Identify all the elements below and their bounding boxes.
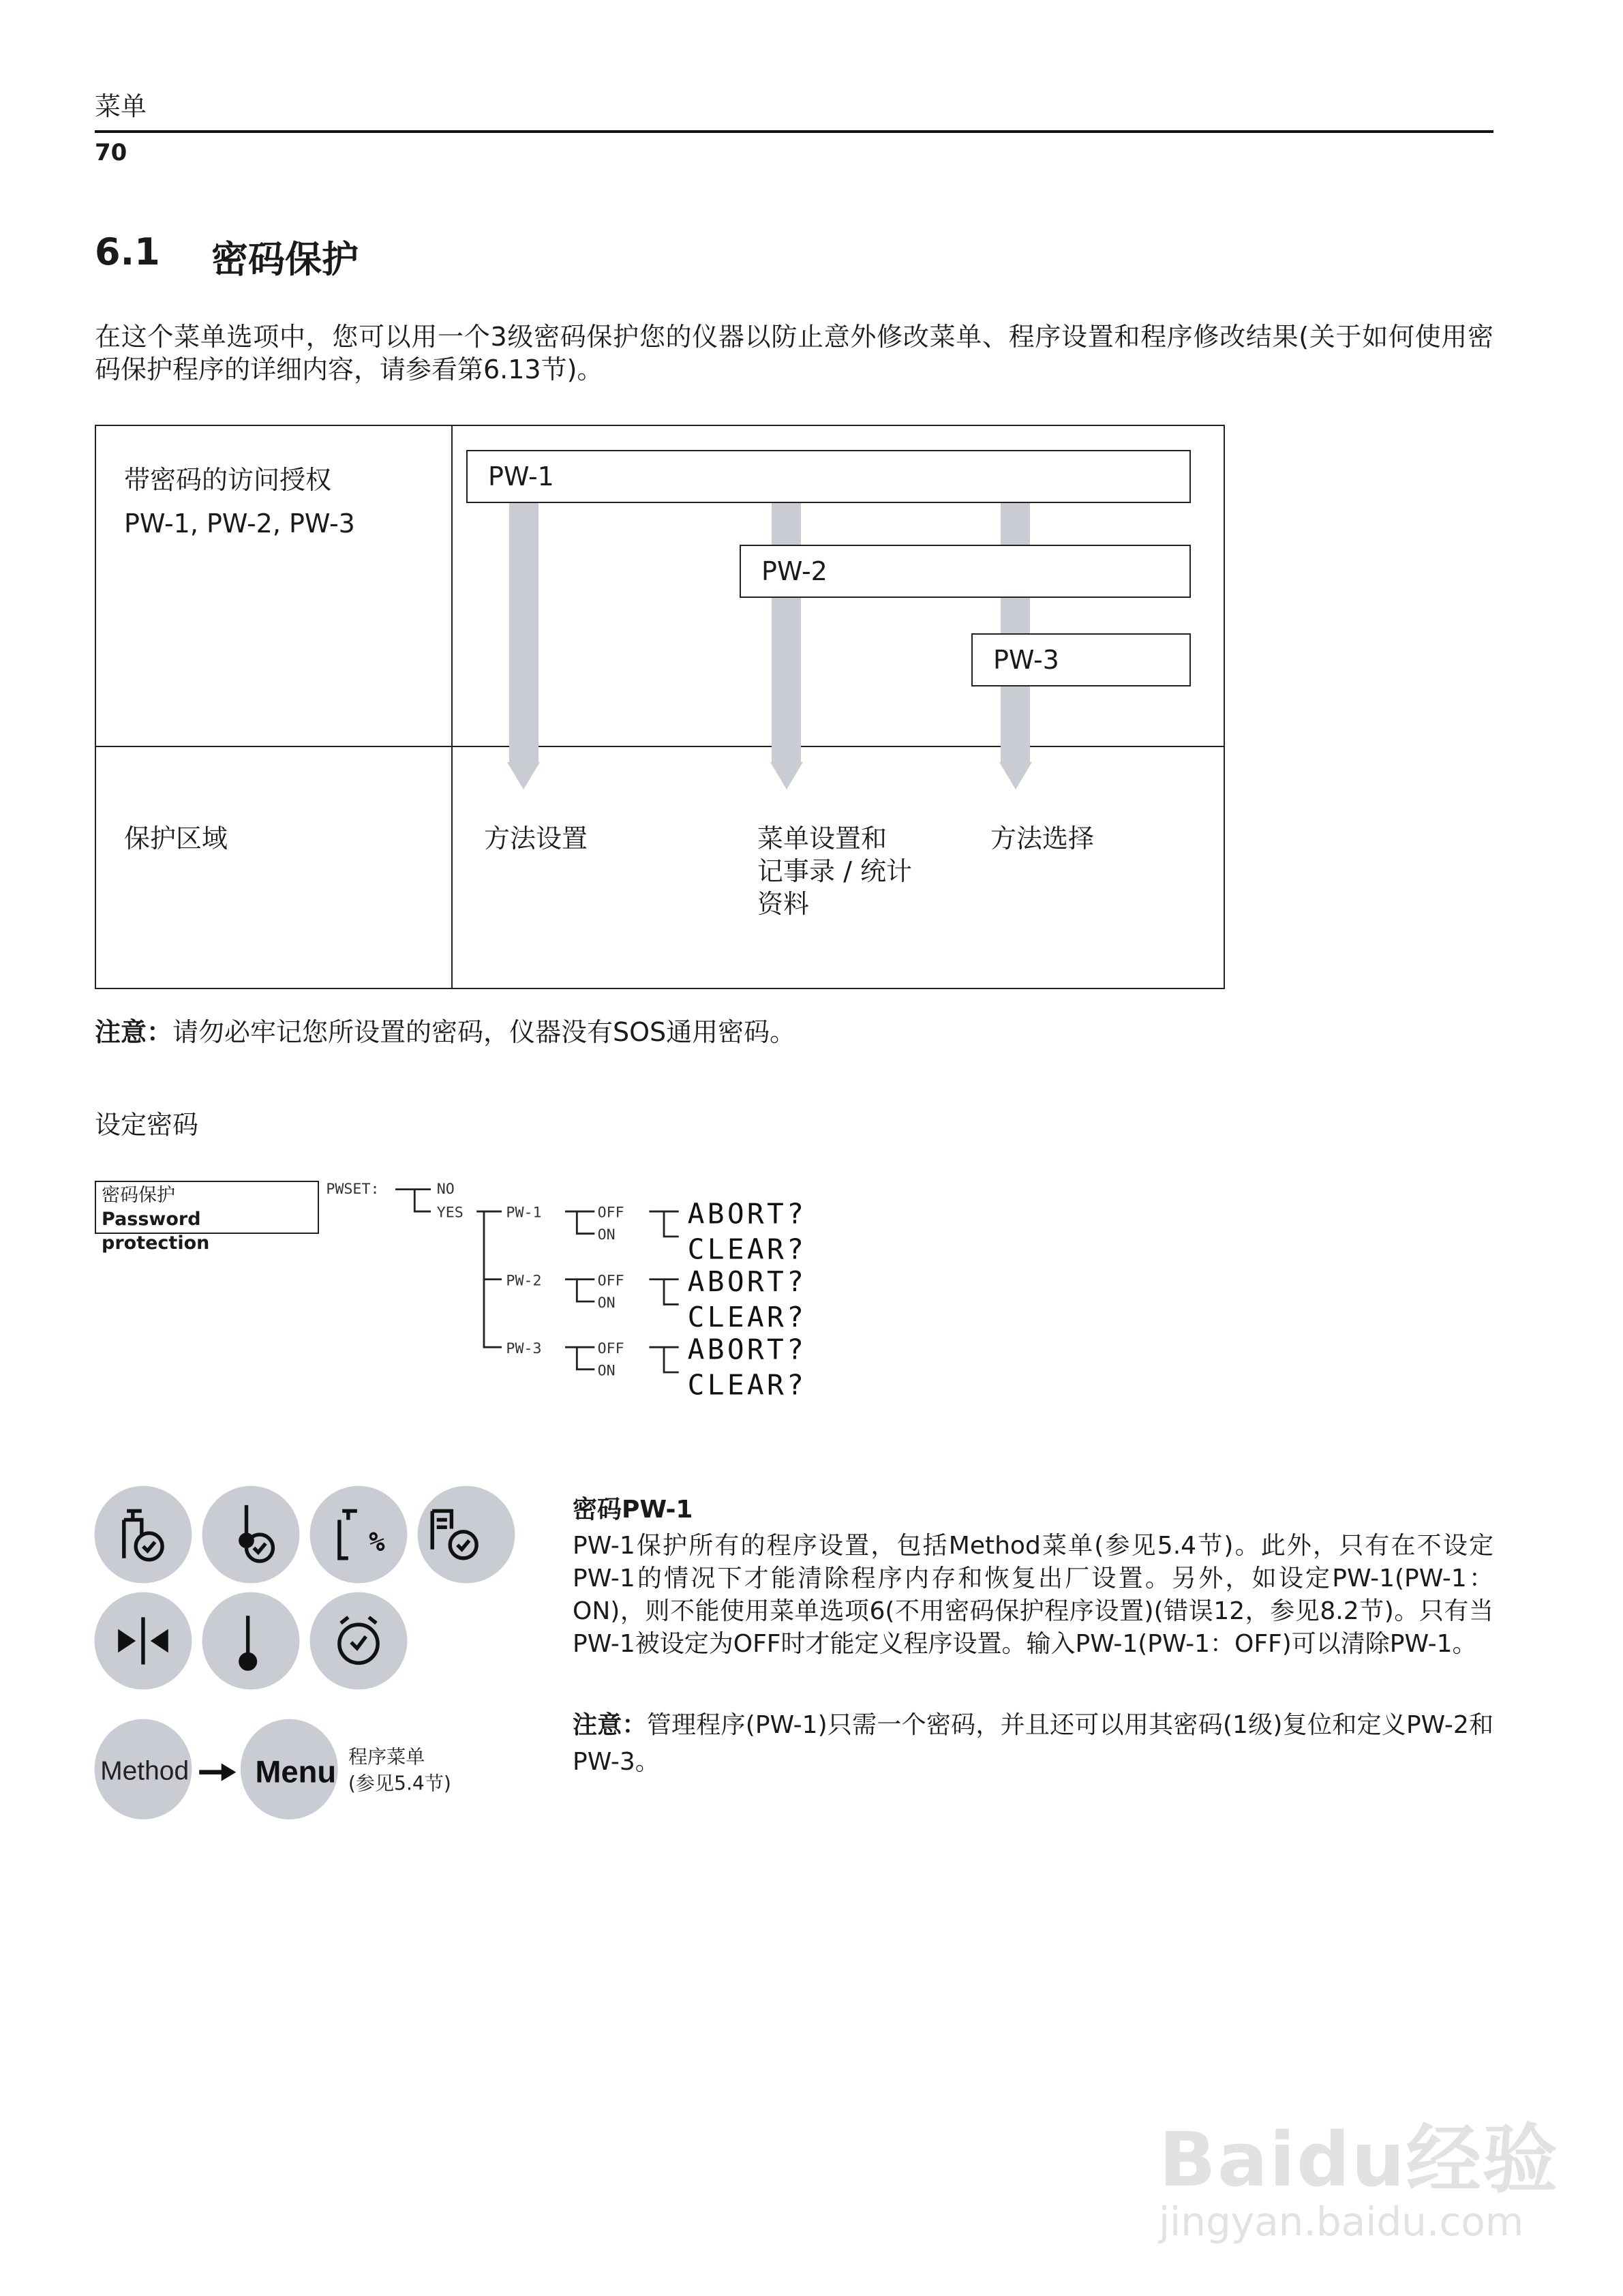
tree-line bbox=[476, 1211, 502, 1347]
thermometer-icon bbox=[202, 1592, 300, 1690]
set-password-title: 设定密码 bbox=[95, 1110, 199, 1140]
tree-pw3-abort: ABORT? bbox=[687, 1333, 807, 1366]
tree-pw2-on: ON bbox=[597, 1294, 616, 1312]
tree-pw2-abort: ABORT? bbox=[687, 1265, 807, 1298]
note-text: 请勿必牢记您所设置的密码，仪器没有SOS通用密码。 bbox=[172, 1017, 796, 1047]
tree-pw1-off: OFF bbox=[597, 1204, 624, 1222]
menu-caption-ref: (参见5.4节) bbox=[348, 1772, 451, 1795]
tree-root: PWSET: bbox=[326, 1181, 380, 1198]
method-button-label: Method bbox=[100, 1756, 189, 1786]
protection-area-label: 保护区域 bbox=[124, 824, 228, 854]
alarm-clock-icon bbox=[310, 1592, 408, 1690]
intro-paragraph: 在这个菜单选项中，您可以用一个3级密码保护您的仪器以防止意外修改菜单、程序设置和程序修改结果(关于如何使用密码保护程序的详细内容，请参看第6.13节)。 bbox=[95, 322, 1493, 384]
note-label: 注意： bbox=[95, 1017, 173, 1047]
tree-pw3-clear: CLEAR? bbox=[687, 1368, 807, 1402]
tree-pw1-clear: CLEAR? bbox=[687, 1233, 807, 1266]
svg-text:%: % bbox=[369, 1526, 385, 1558]
box-label-en: Password protection bbox=[102, 1209, 210, 1254]
access-levels: PW-1, PW-2, PW-3 bbox=[124, 509, 355, 539]
pw1-body: PW-1保护所有的程序设置，包括Method菜单(参见5.4节)。此外，只有在不设定PW-1的情况下才能清除程序内存和恢复出厂设置。另外，如设定PW-1(PW-1：ON)，则不能使用菜单选项6(不用密码保护程序设置)(错误12，参见8.2节)。只有当PW-1被设定为OFF时才能定义程序设置。输入PW-1(PW-1：OFF)可以清除PW-1。 bbox=[573, 1532, 1493, 1658]
note-label: 注意： bbox=[573, 1711, 647, 1739]
pw1-title: 密码PW-1 bbox=[573, 1496, 693, 1524]
section-header: 菜单 bbox=[95, 91, 147, 121]
tree-pw3: PW-3 bbox=[506, 1340, 542, 1357]
tree-no: NO bbox=[436, 1181, 455, 1198]
tree-pw2-off: OFF bbox=[597, 1272, 624, 1290]
box-label-cn: 密码保护 bbox=[102, 1185, 175, 1206]
area-line: 资料 bbox=[757, 889, 810, 919]
tree-pw3-on: ON bbox=[597, 1362, 616, 1380]
area-line: 菜单设置和 bbox=[757, 824, 888, 854]
tree-pw1-abort: ABORT? bbox=[687, 1197, 807, 1230]
tree-yes: YES bbox=[436, 1204, 464, 1222]
menu-button-label: Menu bbox=[255, 1754, 337, 1789]
pw3-box: PW-3 bbox=[971, 633, 1191, 686]
tree-pw2-clear: CLEAR? bbox=[687, 1300, 807, 1333]
area-line: 记事录 / 统计 bbox=[757, 856, 912, 886]
page-title: 密码保护 bbox=[211, 238, 359, 281]
pw1-note bbox=[573, 1707, 1493, 1781]
area-method-selection: 方法选择 bbox=[990, 824, 1095, 854]
note-text: 管理程序(PW-1)只需一个密码，并且还可以用其密码(1级)复位和定义PW-2和PW-3。 bbox=[573, 1711, 1493, 1776]
watermark-logo: Baidu经验 bbox=[1159, 2116, 1559, 2203]
section-number: 6.1 bbox=[95, 230, 160, 273]
pw2-box: PW-2 bbox=[740, 545, 1191, 598]
menu-caption: 程序菜单 bbox=[348, 1745, 425, 1768]
weight-percent-icon bbox=[310, 1486, 408, 1584]
tree-pw3-off: OFF bbox=[597, 1340, 624, 1357]
tree-pw1: PW-1 bbox=[506, 1204, 542, 1222]
area-method-settings: 方法设置 bbox=[484, 824, 588, 854]
tree-pw1-on: ON bbox=[597, 1226, 616, 1244]
page-number: 70 bbox=[95, 139, 127, 166]
access-label: 带密码的访问授权 bbox=[124, 465, 332, 495]
pw1-box: PW-1 bbox=[466, 450, 1191, 503]
tree-pw2: PW-2 bbox=[506, 1272, 542, 1290]
tree-line bbox=[395, 1190, 431, 1211]
watermark-url: jingyan.baidu.com bbox=[1159, 2199, 1524, 2245]
